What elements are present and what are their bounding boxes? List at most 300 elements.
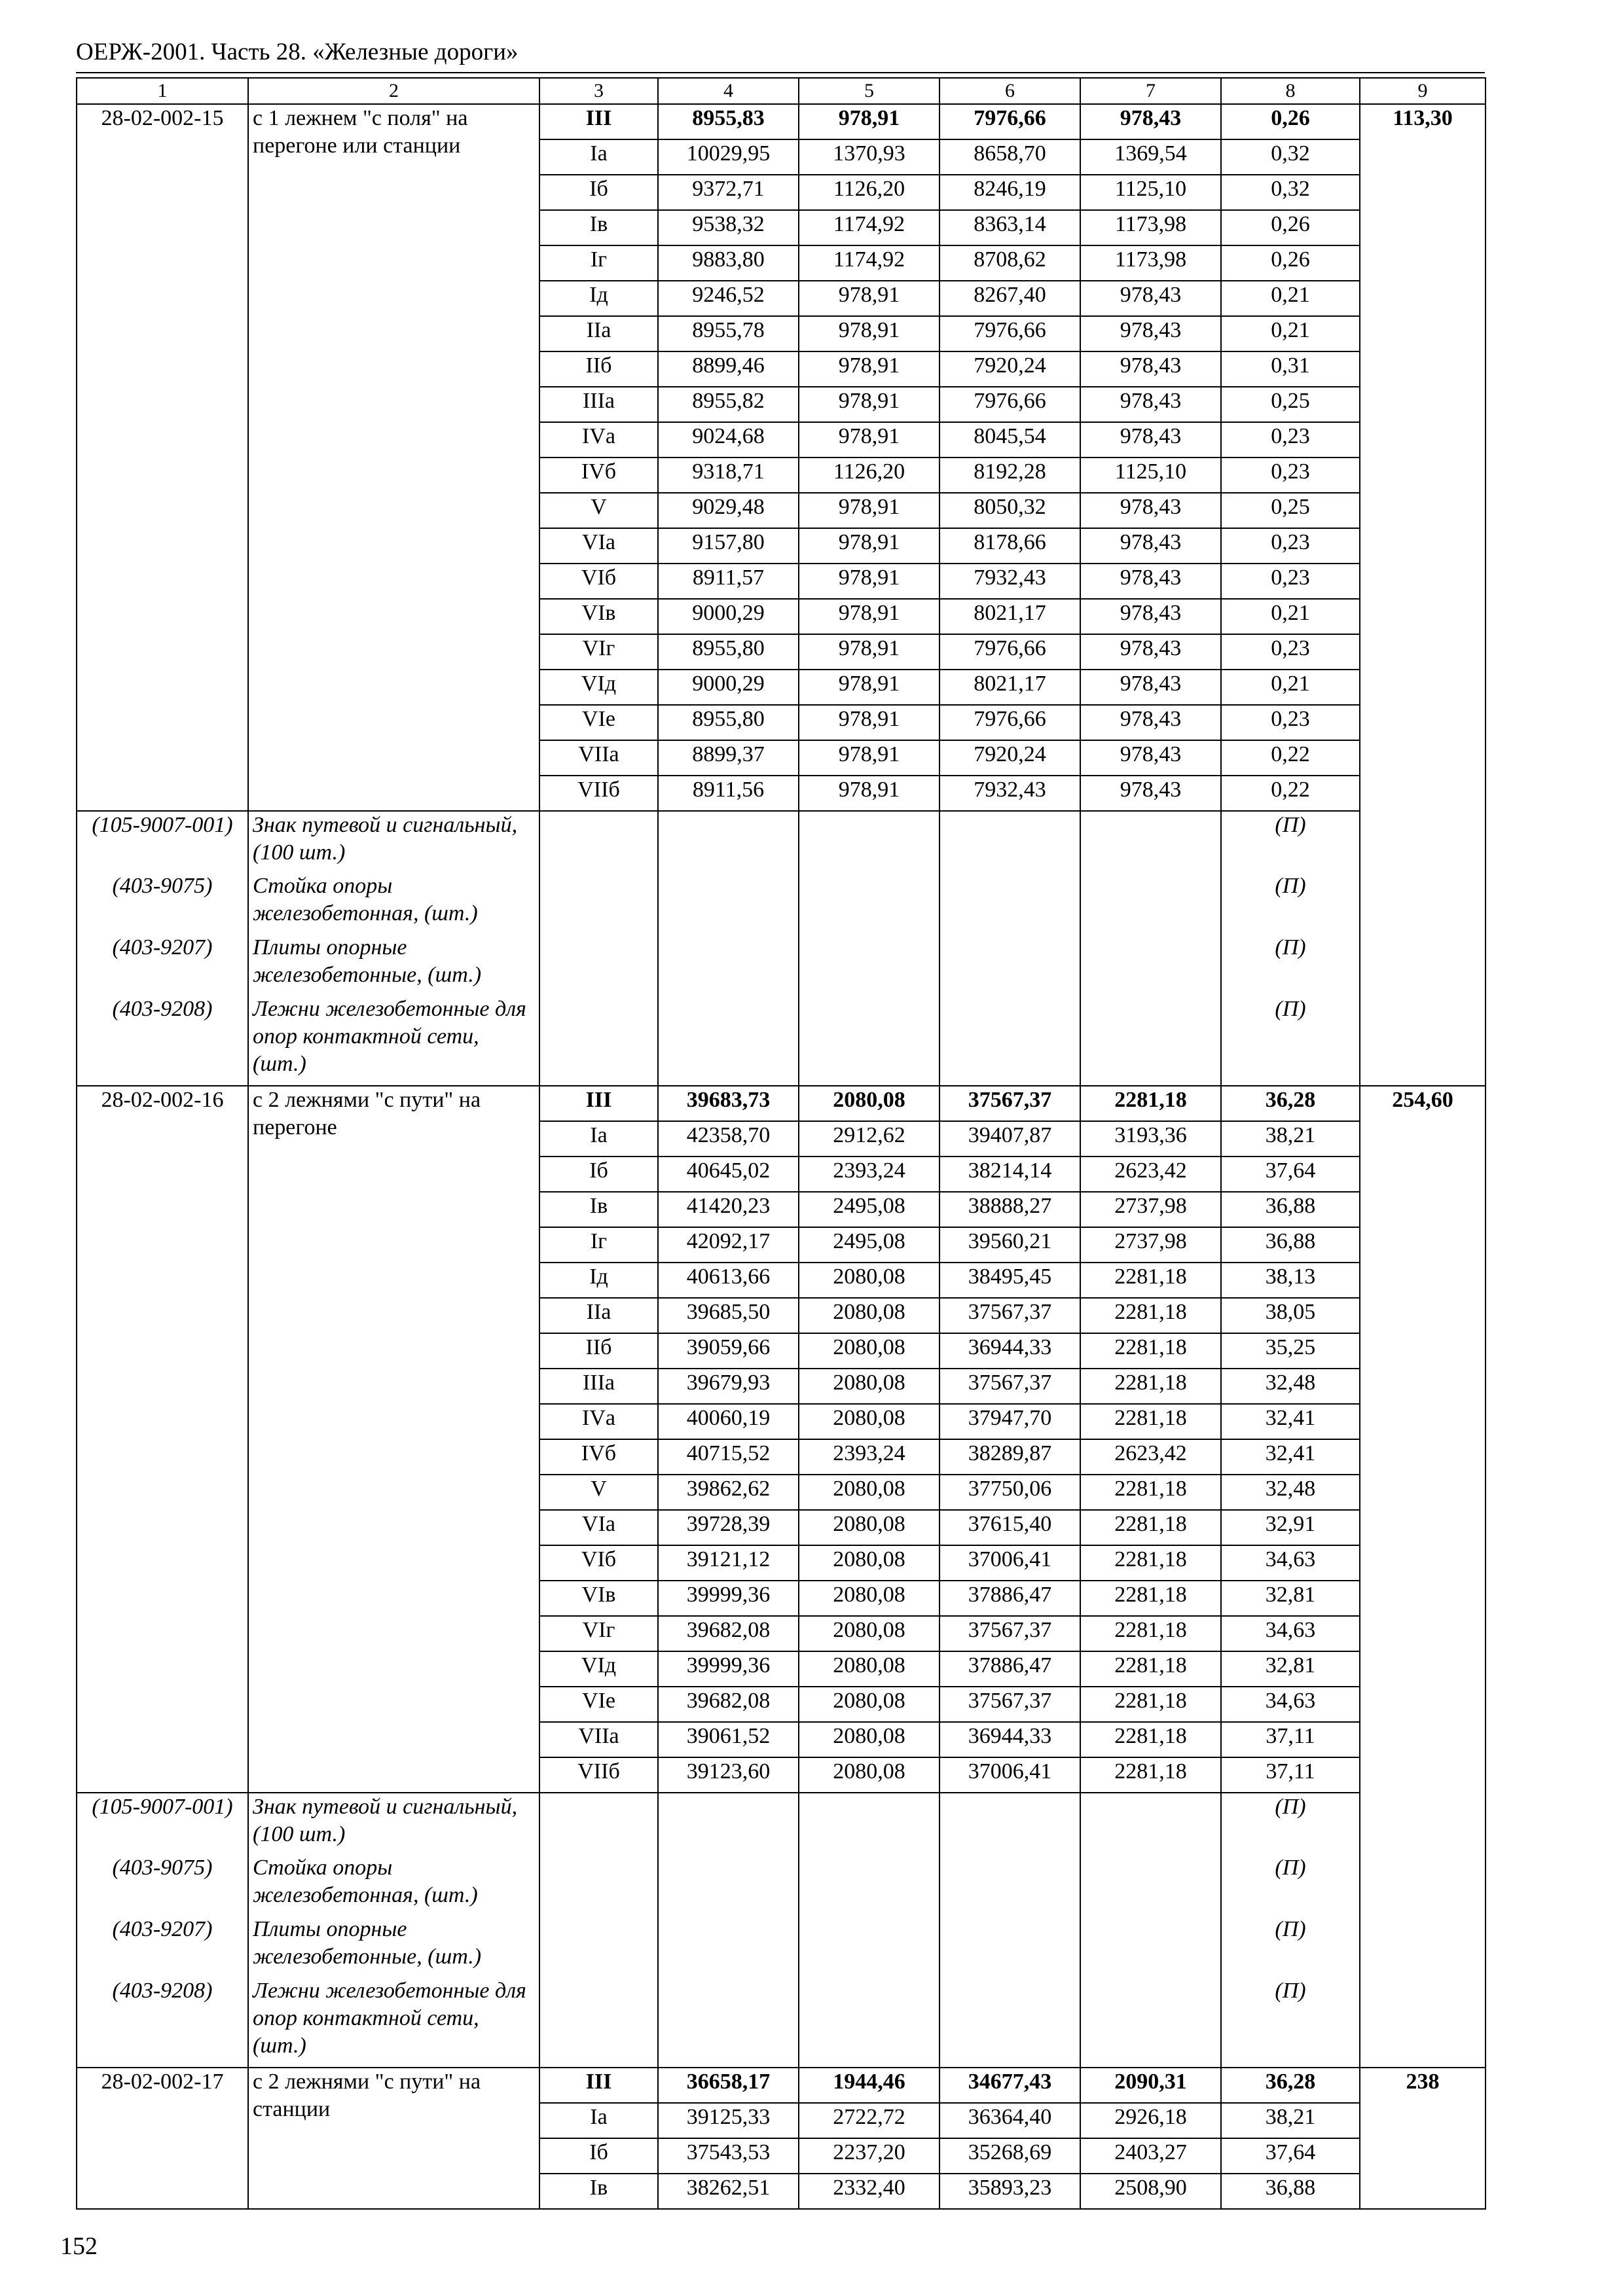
value-cell: 39682,08 [658,1616,799,1651]
value-cell: 38888,27 [939,1192,1080,1227]
value-cell: 978,91 [799,104,939,139]
empty-cell [939,996,1080,1086]
value-cell: 0,23 [1221,705,1360,740]
value-cell: 39059,66 [658,1333,799,1369]
resource-name: Лежни железобетонные для опор контактной сети, (шт.) [248,996,539,1086]
zone-cell: Iб [539,175,658,210]
value-cell: 9157,80 [658,528,799,564]
zone-cell: VIе [539,705,658,740]
value-cell: 42358,70 [658,1121,799,1157]
value-cell: 2281,18 [1080,1086,1221,1121]
value-cell: 978,91 [799,351,939,387]
value-cell: 32,41 [1221,1404,1360,1439]
value-cell: 8045,54 [939,422,1080,457]
value-cell: 39683,73 [658,1086,799,1121]
value-cell: 2281,18 [1080,1687,1221,1722]
value-cell: 39682,08 [658,1687,799,1722]
value-cell: 2495,08 [799,1227,939,1263]
empty-cell [658,1977,799,2068]
value-cell: 2080,08 [799,1086,939,1121]
value-cell: 35,25 [1221,1333,1360,1369]
empty-cell [658,1854,799,1916]
value-cell: 36,88 [1221,1192,1360,1227]
value-cell: 37567,37 [939,1616,1080,1651]
empty-cell [658,1793,799,1854]
empty-cell [539,1916,658,1977]
value-cell: 9024,68 [658,422,799,457]
value-cell: 2281,18 [1080,1581,1221,1616]
value-cell: 39862,62 [658,1475,799,1510]
empty-cell [939,811,1080,872]
empty-cell [939,1977,1080,2068]
value-cell: 37006,41 [939,1545,1080,1581]
value-cell: 37,64 [1221,2138,1360,2174]
zone-cell: VIд [539,670,658,705]
value-cell: 39123,60 [658,1757,799,1793]
value-cell: 32,81 [1221,1651,1360,1687]
value-cell: 8178,66 [939,528,1080,564]
zone-cell: Iд [539,281,658,316]
value-cell: 2281,18 [1080,1404,1221,1439]
column-number-2: 2 [248,78,539,104]
resource-row [77,872,1486,934]
value-cell: 978,91 [799,670,939,705]
zone-cell: VIа [539,528,658,564]
value-cell: 37,64 [1221,1157,1360,1192]
resource-code: (105-9007-001) [77,811,248,872]
value-cell: 40613,66 [658,1263,799,1298]
empty-cell [939,934,1080,996]
resource-mark: (П) [1221,934,1360,996]
rate-row [77,1086,1486,1121]
rate-code: 28-02-002-15 [77,104,248,811]
value-cell: 38,13 [1221,1263,1360,1298]
column-number-8: 8 [1221,78,1360,104]
zone-cell: VIе [539,1687,658,1722]
value-cell: 9000,29 [658,599,799,634]
value-cell: 36364,40 [939,2103,1080,2138]
column-number-1: 1 [77,78,248,104]
resource-row [77,996,1486,1086]
value-cell: 2912,62 [799,1121,939,1157]
resource-name: Плиты опорные железобетонные, (шт.) [248,1916,539,1977]
value-cell: 36944,33 [939,1722,1080,1757]
value-cell: 8246,19 [939,175,1080,210]
zone-cell: III [539,104,658,139]
value-cell: 34677,43 [939,2068,1080,2103]
value-cell: 39679,93 [658,1369,799,1404]
empty-cell [1080,811,1221,872]
value-cell: 2237,20 [799,2138,939,2174]
value-cell: 37886,47 [939,1581,1080,1616]
zone-cell: VIа [539,1510,658,1545]
value-cell: 978,43 [1080,387,1221,422]
rate-row [77,2068,1486,2103]
resource-row [77,934,1486,996]
value-cell: 8955,82 [658,387,799,422]
rate-description: с 2 лежнями "с пути" на перегоне [248,1086,539,1793]
value-cell: 39999,36 [658,1581,799,1616]
resource-mark: (П) [1221,1854,1360,1916]
value-cell: 39125,33 [658,2103,799,2138]
resource-name: Лежни железобетонные для опор контактной сети, (шт.) [248,1977,539,2068]
zone-cell: IVб [539,457,658,493]
value-cell: 978,43 [1080,493,1221,528]
zone-cell: Iа [539,2103,658,2138]
value-cell: 37567,37 [939,1086,1080,1121]
value-cell: 978,43 [1080,670,1221,705]
zone-cell: IVа [539,422,658,457]
value-cell: 7932,43 [939,776,1080,811]
empty-cell [539,811,658,872]
zone-cell: III [539,2068,658,2103]
zone-cell: Iг [539,1227,658,1263]
value-cell: 2281,18 [1080,1651,1221,1687]
value-cell: 7976,66 [939,316,1080,351]
zone-cell: IIб [539,351,658,387]
zone-cell: Iб [539,1157,658,1192]
resource-row [77,1793,1486,1854]
value-cell: 978,91 [799,599,939,634]
value-cell: 978,91 [799,316,939,351]
zone-cell: Iг [539,245,658,281]
value-cell: 978,43 [1080,281,1221,316]
zone-cell: Iд [539,1263,658,1298]
empty-cell [799,811,939,872]
value-cell: 8955,83 [658,104,799,139]
empty-cell [658,872,799,934]
zone-cell: IIIа [539,387,658,422]
value-cell: 39061,52 [658,1722,799,1757]
value-cell: 1173,98 [1080,210,1221,245]
zone-cell: VIIа [539,740,658,776]
zone-cell: IIIа [539,1369,658,1404]
total-cell: 113,30 [1360,104,1486,1086]
value-cell: 8955,80 [658,634,799,670]
value-cell: 8021,17 [939,670,1080,705]
value-cell: 7976,66 [939,104,1080,139]
empty-cell [799,1793,939,1854]
value-cell: 34,63 [1221,1687,1360,1722]
column-number-7: 7 [1080,78,1221,104]
value-cell: 38,21 [1221,2103,1360,2138]
value-cell: 37006,41 [939,1757,1080,1793]
value-cell: 41420,23 [658,1192,799,1227]
empty-cell [939,1793,1080,1854]
value-cell: 0,23 [1221,528,1360,564]
zone-cell: V [539,1475,658,1510]
resource-name: Знак путевой и сигнальный, (100 шт.) [248,1793,539,1854]
column-number-row [77,78,1486,104]
value-cell: 37750,06 [939,1475,1080,1510]
value-cell: 38262,51 [658,2174,799,2209]
value-cell: 2080,08 [799,1722,939,1757]
zone-cell: IIа [539,1298,658,1333]
header-rule [76,72,1485,73]
value-cell: 2281,18 [1080,1298,1221,1333]
value-cell: 978,91 [799,740,939,776]
value-cell: 0,23 [1221,457,1360,493]
value-cell: 2281,18 [1080,1722,1221,1757]
value-cell: 1174,92 [799,210,939,245]
empty-cell [939,872,1080,934]
value-cell: 2393,24 [799,1157,939,1192]
zone-cell: VIIа [539,1722,658,1757]
value-cell: 8267,40 [939,281,1080,316]
empty-cell [1080,1916,1221,1977]
value-cell: 8955,80 [658,705,799,740]
value-cell: 2281,18 [1080,1263,1221,1298]
value-cell: 39685,50 [658,1298,799,1333]
zone-cell: VIб [539,564,658,599]
value-cell: 0,26 [1221,104,1360,139]
value-cell: 8955,78 [658,316,799,351]
value-cell: 978,91 [799,634,939,670]
value-cell: 9538,32 [658,210,799,245]
zone-cell: IIб [539,1333,658,1369]
value-cell: 2722,72 [799,2103,939,2138]
value-cell: 10029,95 [658,139,799,175]
resource-mark: (П) [1221,1916,1360,1977]
empty-cell [939,1916,1080,1977]
empty-cell [799,934,939,996]
zone-cell: Iа [539,1121,658,1157]
value-cell: 8708,62 [939,245,1080,281]
value-cell: 978,43 [1080,740,1221,776]
resource-code: (403-9208) [77,996,248,1086]
empty-cell [799,996,939,1086]
value-cell: 2623,42 [1080,1439,1221,1475]
empty-cell [1080,1793,1221,1854]
value-cell: 0,22 [1221,740,1360,776]
value-cell: 978,91 [799,564,939,599]
value-cell: 8192,28 [939,457,1080,493]
value-cell: 978,91 [799,493,939,528]
rate-row [77,104,1486,139]
rate-description: с 2 лежнями "с пути" на станции [248,2068,539,2209]
zone-cell: VIIб [539,776,658,811]
resource-row [77,811,1486,872]
value-cell: 2623,42 [1080,1157,1221,1192]
value-cell: 2080,08 [799,1263,939,1298]
value-cell: 8899,46 [658,351,799,387]
value-cell: 9372,71 [658,175,799,210]
value-cell: 1125,10 [1080,175,1221,210]
zone-cell: IVа [539,1404,658,1439]
value-cell: 978,43 [1080,316,1221,351]
empty-cell [1080,934,1221,996]
value-cell: 9318,71 [658,457,799,493]
rate-code: 28-02-002-16 [77,1086,248,1793]
value-cell: 1174,92 [799,245,939,281]
value-cell: 0,25 [1221,493,1360,528]
empty-cell [1080,996,1221,1086]
value-cell: 978,91 [799,528,939,564]
value-cell: 9000,29 [658,670,799,705]
value-cell: 38,21 [1221,1121,1360,1157]
value-cell: 8658,70 [939,139,1080,175]
value-cell: 2508,90 [1080,2174,1221,2209]
column-number-6: 6 [939,78,1080,104]
value-cell: 2080,08 [799,1333,939,1369]
value-cell: 36944,33 [939,1333,1080,1369]
value-cell: 0,25 [1221,387,1360,422]
value-cell: 0,32 [1221,175,1360,210]
zone-cell: Iа [539,139,658,175]
value-cell: 37947,70 [939,1404,1080,1439]
value-cell: 37,11 [1221,1722,1360,1757]
value-cell: 0,21 [1221,316,1360,351]
empty-cell [658,811,799,872]
resource-mark: (П) [1221,1977,1360,2068]
value-cell: 978,43 [1080,351,1221,387]
value-cell: 1173,98 [1080,245,1221,281]
value-cell: 0,26 [1221,210,1360,245]
value-cell: 7932,43 [939,564,1080,599]
value-cell: 38,05 [1221,1298,1360,1333]
zone-cell: VIб [539,1545,658,1581]
value-cell: 0,21 [1221,281,1360,316]
column-number-5: 5 [799,78,939,104]
empty-cell [539,996,658,1086]
value-cell: 39121,12 [658,1545,799,1581]
value-cell: 8021,17 [939,599,1080,634]
empty-cell [799,1977,939,2068]
value-cell: 2281,18 [1080,1333,1221,1369]
value-cell: 7976,66 [939,705,1080,740]
resource-code: (403-9208) [77,1977,248,2068]
empty-cell [539,872,658,934]
value-cell: 38214,14 [939,1157,1080,1192]
value-cell: 7976,66 [939,387,1080,422]
value-cell: 36,88 [1221,2174,1360,2209]
value-cell: 37,11 [1221,1757,1360,1793]
value-cell: 1125,10 [1080,457,1221,493]
value-cell: 36,28 [1221,2068,1360,2103]
value-cell: 8899,37 [658,740,799,776]
value-cell: 2080,08 [799,1757,939,1793]
value-cell: 2403,27 [1080,2138,1221,2174]
resource-name: Стойка опоры железобетонная, (шт.) [248,1854,539,1916]
value-cell: 3193,36 [1080,1121,1221,1157]
value-cell: 32,81 [1221,1581,1360,1616]
rate-description: с 1 лежнем "с поля" на перегоне или станции [248,104,539,811]
zone-cell: Iв [539,210,658,245]
value-cell: 32,48 [1221,1369,1360,1404]
resource-mark: (П) [1221,811,1360,872]
zone-cell: VIд [539,1651,658,1687]
value-cell: 978,91 [799,387,939,422]
zone-cell: Iв [539,2174,658,2209]
value-cell: 978,91 [799,422,939,457]
resource-row [77,1977,1486,2068]
value-cell: 32,41 [1221,1439,1360,1475]
value-cell: 7920,24 [939,351,1080,387]
value-cell: 0,23 [1221,422,1360,457]
value-cell: 35893,23 [939,2174,1080,2209]
value-cell: 978,43 [1080,564,1221,599]
value-cell: 40645,02 [658,1157,799,1192]
value-cell: 37886,47 [939,1651,1080,1687]
resource-code: (403-9207) [77,1916,248,1977]
value-cell: 978,43 [1080,422,1221,457]
value-cell: 978,91 [799,705,939,740]
resource-mark: (П) [1221,1793,1360,1854]
rates-table [76,77,1486,2210]
zone-cell: III [539,1086,658,1121]
value-cell: 2281,18 [1080,1616,1221,1651]
empty-cell [1080,1977,1221,2068]
value-cell: 2495,08 [799,1192,939,1227]
value-cell: 978,43 [1080,599,1221,634]
value-cell: 2080,08 [799,1545,939,1581]
value-cell: 2080,08 [799,1510,939,1545]
value-cell: 37567,37 [939,1687,1080,1722]
value-cell: 8363,14 [939,210,1080,245]
empty-cell [658,934,799,996]
value-cell: 0,32 [1221,139,1360,175]
value-cell: 38289,87 [939,1439,1080,1475]
value-cell: 9883,80 [658,245,799,281]
value-cell: 2737,98 [1080,1227,1221,1263]
value-cell: 0,22 [1221,776,1360,811]
total-cell: 254,60 [1360,1086,1486,2068]
value-cell: 978,43 [1080,104,1221,139]
empty-cell [799,1916,939,1977]
zone-cell: VIв [539,1581,658,1616]
zone-cell: IVб [539,1439,658,1475]
zone-cell: IIа [539,316,658,351]
page-number: 152 [60,2233,98,2260]
value-cell: 7920,24 [939,740,1080,776]
value-cell: 0,21 [1221,670,1360,705]
value-cell: 37543,53 [658,2138,799,2174]
value-cell: 2737,98 [1080,1192,1221,1227]
value-cell: 2080,08 [799,1687,939,1722]
value-cell: 2281,18 [1080,1510,1221,1545]
empty-cell [539,1793,658,1854]
value-cell: 1370,93 [799,139,939,175]
value-cell: 978,43 [1080,705,1221,740]
value-cell: 36,88 [1221,1227,1360,1263]
value-cell: 2080,08 [799,1651,939,1687]
empty-cell [799,1854,939,1916]
zone-cell: V [539,493,658,528]
value-cell: 9029,48 [658,493,799,528]
rate-code: 28-02-002-17 [77,2068,248,2209]
value-cell: 8050,32 [939,493,1080,528]
value-cell: 35268,69 [939,2138,1080,2174]
resource-name: Стойка опоры железобетонная, (шт.) [248,872,539,934]
value-cell: 37567,37 [939,1298,1080,1333]
resource-row [77,1916,1486,1977]
empty-cell [799,872,939,934]
value-cell: 2332,40 [799,2174,939,2209]
resource-code: (403-9075) [77,1854,248,1916]
value-cell: 978,43 [1080,634,1221,670]
value-cell: 2080,08 [799,1475,939,1510]
value-cell: 2393,24 [799,1439,939,1475]
zone-cell: VIг [539,634,658,670]
value-cell: 2080,08 [799,1298,939,1333]
zone-cell: Iв [539,1192,658,1227]
value-cell: 1369,54 [1080,139,1221,175]
value-cell: 32,48 [1221,1475,1360,1510]
value-cell: 40715,52 [658,1439,799,1475]
empty-cell [658,996,799,1086]
value-cell: 978,43 [1080,528,1221,564]
value-cell: 2281,18 [1080,1475,1221,1510]
